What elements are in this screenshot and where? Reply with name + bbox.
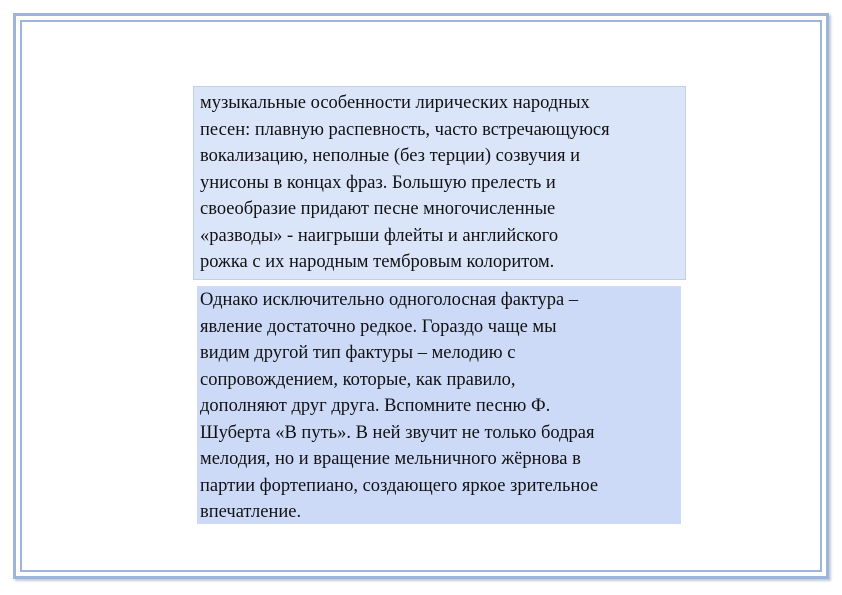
text-box-texture: Однако исключительно одноголосная фактура – явление достаточно редкое. Гораздо чаще мы видим другой тип фактуры – мелодию с сопровождением, которые, как правило, дополняют друг друга. Вспомните песню Ф. Шуберта «В путь». В ней звучит не только бодрая мелодия, но и вращение мельничного жёрнова в партии фортепиано, создающего яркое зрительное впечатление. (197, 286, 681, 524)
text-box-lyrical-songs: музыкальные особенности лирических народных песен: плавную распевность, часто встречающуюся вокализацию, неполные (без терции) созвучия и унисоны в концах фраз. Большую прелесть и своеобразие придают песне многочисленные «разводы» - наигрыши флейты и английского рожка с их народным тембровым колоритом. (193, 86, 686, 280)
